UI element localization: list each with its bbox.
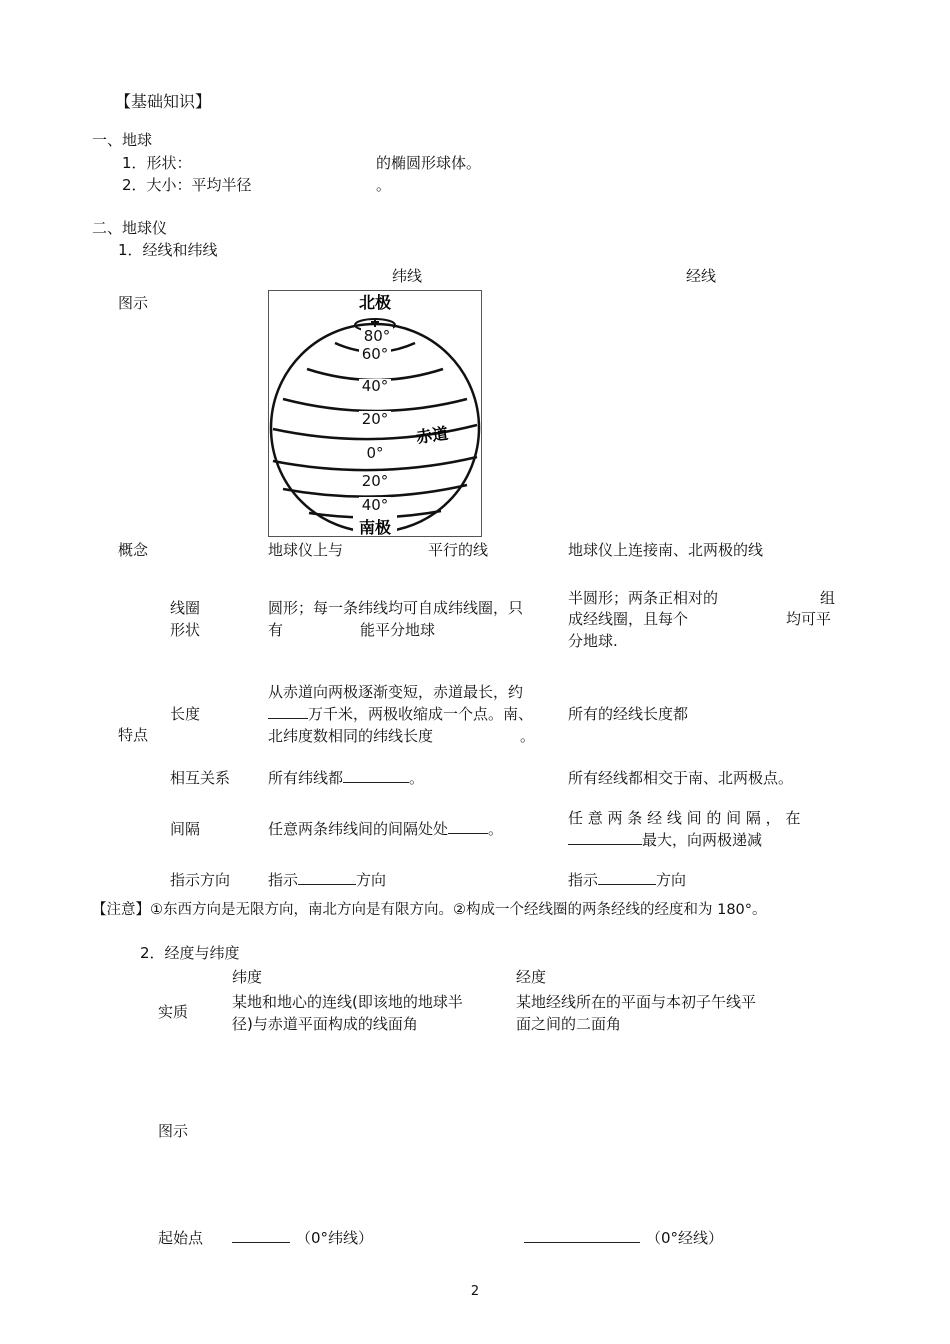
globe-svg — [269, 291, 481, 536]
gap-blank[interactable] — [448, 819, 488, 834]
start-lat-text: （0°纬线） — [296, 1229, 374, 1247]
gap-lon-line2: 最大，向两极递减 — [642, 831, 763, 849]
gap-lat-b: 。 — [488, 820, 504, 838]
gap-lon-blank[interactable] — [568, 830, 642, 845]
essence-lon-line1: 某地经线所在的平面与本初子午线平 — [516, 993, 757, 1011]
gap-lat-wrap — [268, 819, 503, 839]
row-label-diagram-2: 图示 — [158, 1122, 189, 1140]
relation-lon: 所有经线都相交于南、北两极点。 — [568, 769, 794, 787]
length-label: 长度 — [170, 705, 201, 723]
gap-label: 间隔 — [170, 820, 201, 838]
page-heading: 【基础知识】 — [115, 92, 212, 111]
equator-label: 赤道 — [414, 423, 450, 447]
start-lat-blank[interactable] — [232, 1228, 290, 1243]
globe-diagram — [268, 290, 482, 537]
section-title-globe: 二、地球仪 — [92, 219, 168, 237]
concept-lon: 地球仪上连接南、北两极的线 — [568, 541, 764, 559]
lat-label-60: 60° — [361, 345, 389, 363]
length-lat-line1: 从赤道向两极逐渐变短，赤道最长，约 — [268, 683, 524, 701]
row-label-diagram: 图示 — [118, 294, 149, 312]
essence-lat-line2: 径)与赤道平面构成的线面角 — [232, 1015, 418, 1033]
start-lon-wrap — [524, 1228, 723, 1248]
direction-label: 指示方向 — [170, 871, 231, 889]
direction-lon-a: 指示 — [568, 871, 599, 889]
start-lon-blank[interactable] — [524, 1228, 640, 1243]
length-lat-line3a: 北纬度数相同的纬线长度 — [268, 727, 434, 745]
shape-row-label-2: 形状 — [170, 621, 201, 639]
direction-lon-wrap — [568, 870, 686, 890]
row-label-start: 起始点 — [158, 1229, 204, 1247]
shape-lon-line1b: 组 — [820, 589, 836, 607]
lat-label-40s: 40° — [361, 496, 389, 514]
row-label-features: 特点 — [118, 726, 149, 744]
start-lon-text: （0°经线） — [646, 1229, 724, 1247]
direction-lat-b: 方向 — [356, 871, 387, 889]
lat-label-20n: 20° — [361, 410, 389, 428]
lat-label-80: 80° — [363, 327, 391, 345]
relation-lat-b: 。 — [409, 769, 425, 787]
length-lat-line3b: 。 — [520, 727, 536, 745]
col-header-longitude-line: 经线 — [686, 267, 717, 285]
length-lon: 所有的经线长度都 — [568, 705, 689, 723]
shape-lat-line1: 圆形；每一条纬线均可自成纬线圈，只 — [268, 599, 524, 617]
length-lat-line2: 万千米，两极收缩成一个点。南、 — [308, 705, 534, 723]
col-header-longitude: 经度 — [516, 968, 547, 986]
direction-lat-a: 指示 — [268, 871, 299, 889]
concept-lat-b: 平行的线 — [428, 541, 489, 559]
shape-lat-line2b: 能平分地球 — [360, 621, 436, 639]
essence-lat-line1: 某地和地心的连线(即该地的地球半 — [232, 993, 463, 1011]
shape-label: 1．形状： — [122, 154, 192, 172]
row-label-essence: 实质 — [158, 1003, 189, 1021]
note-text: 【注意】①东西方向是无限方向，南北方向是有限方向。②构成一个经线圈的两条经线的经度和为 180°。 — [92, 902, 767, 918]
shape-lat-line2a: 有 — [268, 621, 284, 639]
size-suffix: 。 — [376, 176, 392, 194]
direction-lat-blank[interactable] — [298, 870, 356, 885]
south-pole-label: 南极 — [358, 518, 392, 536]
gap-lat-a: 任意两条纬线间的间隔处处 — [268, 820, 449, 838]
subsection-lines: 1．经线和纬线 — [118, 241, 218, 259]
row-label-concept: 概念 — [118, 541, 149, 559]
shape-row-label-1: 线圈 — [170, 599, 201, 617]
relation-blank[interactable] — [343, 768, 409, 783]
lat-label-20s: 20° — [361, 472, 389, 490]
page-number: 2 — [470, 1284, 480, 1299]
start-lat-wrap — [232, 1228, 373, 1248]
section-title-earth: 一、地球 — [92, 131, 153, 149]
subsection-degrees: 2．经度与纬度 — [140, 944, 240, 962]
lat-label-0: 0° — [366, 444, 384, 462]
shape-lon-line1a: 半圆形；两条正相对的 — [568, 589, 719, 607]
shape-lon-line3: 分地球. — [568, 632, 618, 650]
length-blank[interactable] — [268, 704, 308, 719]
direction-lon-b: 方向 — [656, 871, 687, 889]
north-pole-label: 北极 — [358, 293, 392, 312]
length-lat-line2-wrap — [268, 704, 533, 724]
direction-lon-blank[interactable] — [598, 870, 656, 885]
col-header-latitude-line: 纬线 — [392, 267, 423, 285]
gap-lon-line1: 任 意 两 条 经 线 间 的 间 隔 ， 在 — [568, 809, 801, 827]
essence-lon-line2: 面之间的二面角 — [516, 1015, 622, 1033]
col-header-latitude: 纬度 — [232, 968, 263, 986]
direction-lat-wrap — [268, 870, 386, 890]
relation-lat-wrap — [268, 768, 424, 788]
shape-suffix: 的椭圆形球体。 — [376, 154, 482, 172]
relation-label: 相互关系 — [170, 769, 231, 787]
shape-lon-line2b: 均可平 — [786, 610, 832, 628]
gap-lon-line2-wrap — [568, 830, 762, 850]
lat-label-40n: 40° — [361, 377, 389, 395]
shape-lon-line2a: 成经线圈，且每个 — [568, 610, 689, 628]
size-label: 2．大小：平均半径 — [122, 176, 252, 194]
concept-lat-a: 地球仪上与 — [268, 541, 344, 559]
relation-lat-a: 所有纬线都 — [268, 769, 344, 787]
